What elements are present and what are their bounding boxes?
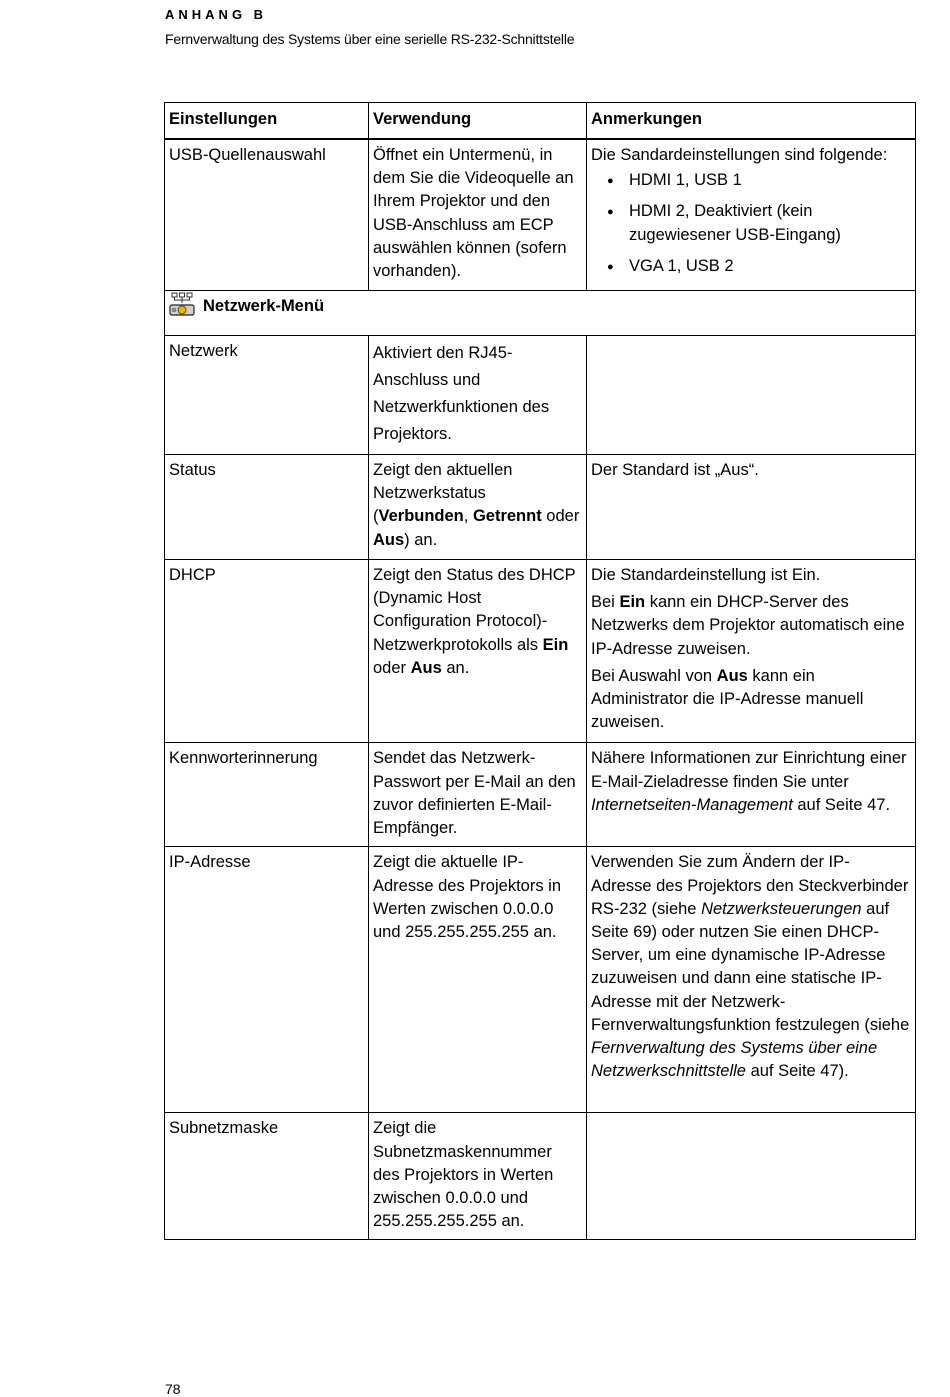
usage-cell: Zeigt die aktuelle IP-Adresse des Projektors in Werten zwischen 0.0.0.0 und 255.255.255.255 an. (369, 847, 587, 1113)
table-row (165, 560, 916, 743)
bold-term: Ein (542, 635, 569, 654)
bold-term: Aus (410, 658, 442, 677)
text-span: ) an. (404, 530, 438, 549)
usage-cell: Aktiviert den RJ45-Anschluss und Netzwerkfunktionen des Projektors. (369, 336, 587, 455)
notes-cell (587, 743, 916, 847)
table-row (165, 847, 916, 1113)
text-span: kann ein Administrator die IP-Adresse manuell zuweisen. (591, 666, 864, 732)
chapter-subtitle: Fernverwaltung des Systems über eine serielle RS-232-Schnittstelle (165, 31, 575, 47)
text-span: oder (541, 507, 580, 526)
bold-term: Aus (373, 530, 405, 549)
text-span: auf Seite 47. (792, 795, 891, 814)
bold-term: Getrennt (472, 507, 542, 526)
note-paragraph (591, 665, 910, 735)
usage-cell (369, 560, 587, 743)
cross-reference-link[interactable]: Netzwerksteuerungen (701, 899, 862, 918)
text-span: Zeigt den Status des DHCP (Dynamic Host Configuration Protocol)-Netzwerkprotokolls als (373, 566, 576, 654)
column-header-notes: Anmerkungen (587, 103, 916, 140)
text-span: Verwenden Sie zum Ändern der IP-Adresse des Projektors den Steckverbinder RS-232 (siehe (591, 853, 909, 918)
setting-cell: Subnetzmaske (165, 1113, 369, 1240)
notes-cell (587, 560, 916, 743)
text-span: Bei Auswahl von (591, 666, 717, 685)
table-header-row (165, 103, 916, 140)
text-span: Nähere Informationen zur Einrichtung einer E-Mail-Zieladresse finden Sie unter (591, 749, 907, 791)
bold-term: Ein (619, 593, 646, 612)
setting-cell: USB-Quellenauswahl (165, 139, 369, 291)
text-span: auf Seite 47). (745, 1062, 849, 1081)
text-span: oder (373, 658, 411, 677)
usage-cell: Sendet das Netzwerk-Passwort per E-Mail an den zuvor definierten E-Mail-Empfänger. (369, 743, 587, 847)
list-item: ● HDMI 2, Deaktiviert (kein zugewiesener USB-Eingang) (629, 200, 910, 246)
network-menu-icon (169, 292, 195, 318)
table-row (165, 336, 916, 455)
table-row (165, 139, 916, 291)
table-row (165, 1113, 916, 1240)
note-paragraph (591, 591, 910, 661)
table-row (165, 455, 916, 560)
text-span: Zeigt den aktuellen Netzwerkstatus ( (373, 461, 513, 526)
setting-cell: DHCP (165, 560, 369, 743)
bold-term: Verbunden (378, 507, 464, 526)
notes-intro: Die Sandardeinstellungen sind folgende: (591, 146, 888, 164)
notes-cell (587, 139, 916, 291)
list-item: ● HDMI 1, USB 1 (629, 169, 910, 192)
section-heading (165, 291, 916, 336)
list-item: ● VGA 1, USB 2 (629, 255, 910, 278)
text-span: an. (441, 658, 470, 677)
text-span: auf Seite 69) oder nutzen Sie einen DHCP-Server, um eine dynamische IP-Adresse zuzuweisen und dann eine statische IP-Adresse mit der Netzwerk-Fernverwaltungsfunktion festzulegen (siehe (591, 899, 910, 1034)
section-row (165, 291, 916, 336)
notes-cell: Der Standard ist „Aus“. (587, 455, 916, 560)
section-title: Netzwerk-Menü (203, 297, 325, 316)
page-number: 78 (165, 1381, 181, 1397)
settings-table (164, 102, 916, 1240)
setting-cell: IP-Adresse (165, 847, 369, 1113)
cross-reference-link[interactable]: Fernverwaltung des Systems über eine Netzwerkschnittstelle (591, 1039, 878, 1081)
setting-cell: Status (165, 455, 369, 560)
setting-cell: Kennworterinnerung (165, 743, 369, 847)
notes-cell (587, 1113, 916, 1240)
column-header-settings: Einstellungen (165, 103, 369, 140)
usage-cell: Öffnet ein Untermenü, in dem Sie die Videoquelle an Ihrem Projektor und den USB-Anschluss am ECP auswählen können (sofern vorhanden). (369, 139, 587, 291)
column-header-usage: Verwendung (369, 103, 587, 140)
default-options-list (591, 169, 910, 278)
cross-reference-link[interactable]: Internetseiten-Management (591, 795, 793, 814)
note-paragraph: Die Standardeinstellung ist Ein. (591, 566, 821, 585)
text-span: kann ein DHCP-Server des Netzwerks dem Projektor automatisch eine IP-Adresse zuweisen. (591, 593, 905, 658)
setting-cell: Netzwerk (165, 336, 369, 455)
text-span: Bei (591, 593, 620, 612)
usage-cell (369, 455, 587, 560)
notes-cell (587, 336, 916, 455)
notes-cell (587, 847, 916, 1113)
text-span: , (463, 507, 473, 526)
appendix-label: ANHANG B (165, 7, 268, 22)
bold-term: Aus (716, 666, 748, 685)
table-row (165, 743, 916, 847)
usage-cell: Zeigt die Subnetzmaskennummer des Projektors in Werten zwischen 0.0.0.0 und 255.255.255.255 an. (369, 1113, 587, 1240)
